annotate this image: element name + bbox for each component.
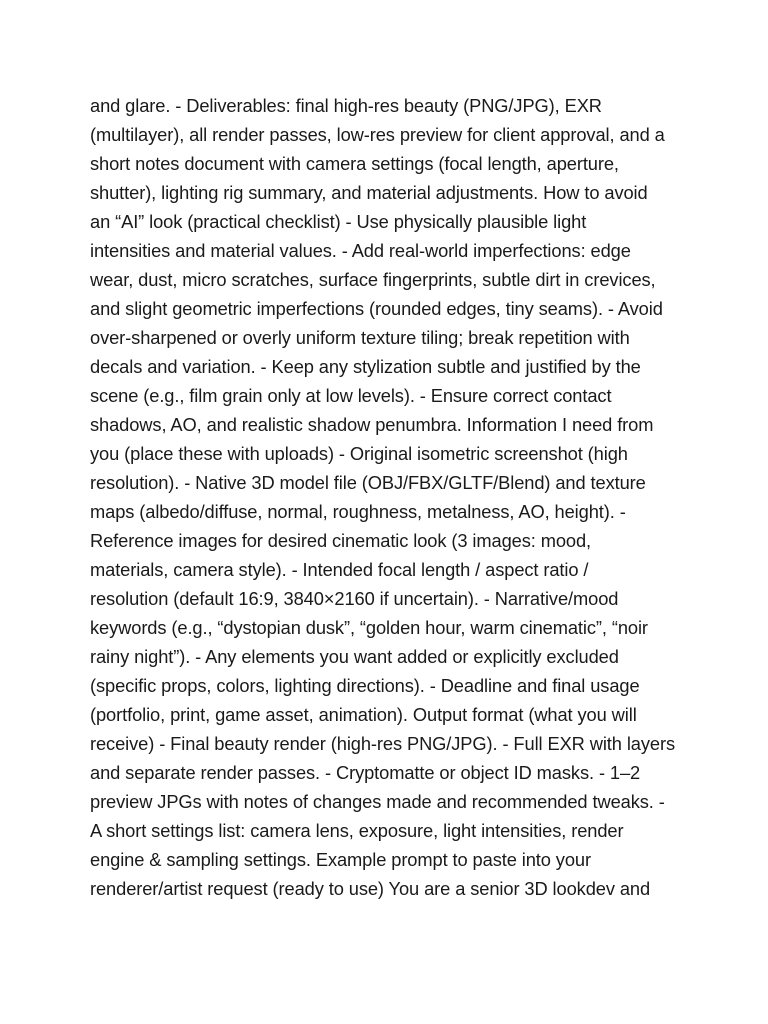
text-line: shutter), lighting rig summary, and material adjustments. How to avoid	[90, 182, 648, 203]
text-line: preview JPGs with notes of changes made and recommended tweaks. -	[90, 791, 665, 812]
text-line: receive) - Final beauty render (high-res PNG/JPG). - Full EXR with layers	[90, 733, 675, 754]
text-line: over-sharpened or overly uniform texture tiling; break repetition with	[90, 327, 630, 348]
text-line: you (place these with uploads) - Original isometric screenshot (high	[90, 443, 628, 464]
text-line: keywords (e.g., “dystopian dusk”, “golden hour, warm cinematic”, “noir	[90, 617, 648, 638]
text-line: maps (albedo/diffuse, normal, roughness, metalness, AO, height). -	[90, 501, 626, 522]
text-line: (portfolio, print, game asset, animation). Output format (what you will	[90, 704, 637, 725]
text-line: (multilayer), all render passes, low-res preview for client approval, and a	[90, 124, 665, 145]
text-line: scene (e.g., film grain only at low levels). - Ensure correct contact	[90, 385, 612, 406]
text-line: A short settings list: camera lens, exposure, light intensities, render	[90, 820, 624, 841]
text-line: engine & sampling settings. Example prompt to paste into your	[90, 849, 591, 870]
text-line: intensities and material values. - Add real-world imperfections: edge	[90, 240, 631, 261]
text-line: (specific props, colors, lighting directions). - Deadline and final usage	[90, 675, 640, 696]
text-line: resolution). - Native 3D model file (OBJ/FBX/GLTF/Blend) and texture	[90, 472, 646, 493]
text-line: resolution (default 16:9, 3840×2160 if uncertain). - Narrative/mood	[90, 588, 619, 609]
text-line: and separate render passes. - Cryptomatte or object ID masks. - 1–2	[90, 762, 641, 783]
text-line: an “AI” look (practical checklist) - Use physically plausible light	[90, 211, 587, 232]
text-line: and glare. - Deliverables: final high-res beauty (PNG/JPG), EXR	[90, 95, 602, 116]
text-line: wear, dust, micro scratches, surface fingerprints, subtle dirt in crevices,	[90, 269, 656, 290]
text-line: decals and variation. - Keep any stylization subtle and justified by the	[90, 356, 641, 377]
text-line: and slight geometric imperfections (rounded edges, tiny seams). - Avoid	[90, 298, 663, 319]
text-line: Reference images for desired cinematic look (3 images: mood,	[90, 530, 592, 551]
text-line: shadows, AO, and realistic shadow penumbra. Information I need from	[90, 414, 654, 435]
body-text	[90, 91, 690, 903]
text-line: short notes document with camera settings (focal length, aperture,	[90, 153, 619, 174]
text-line: rainy night”). - Any elements you want added or explicitly excluded	[90, 646, 619, 667]
text-line: renderer/artist request (ready to use) You are a senior 3D lookdev and	[90, 878, 651, 899]
text-line: materials, camera style). - Intended focal length / aspect ratio /	[90, 559, 589, 580]
